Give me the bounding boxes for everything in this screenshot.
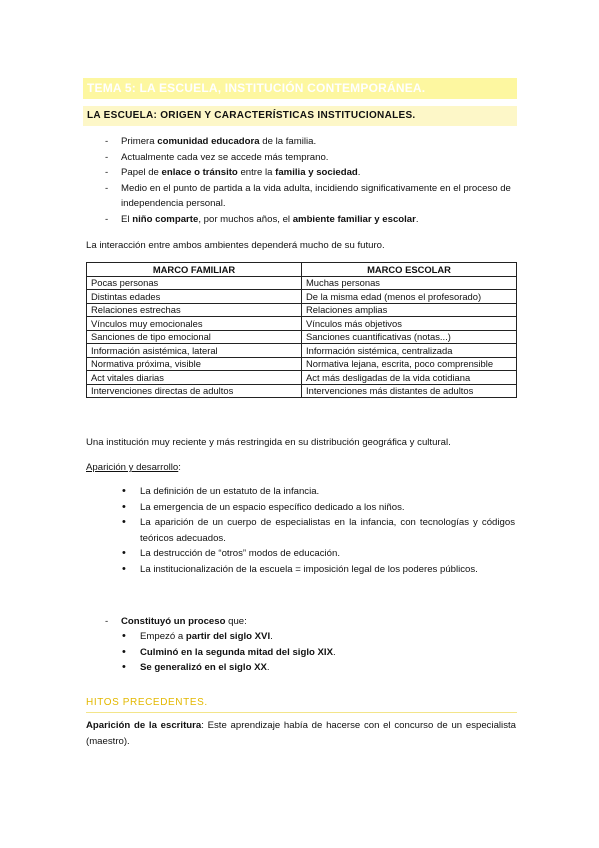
list-item: [105, 181, 515, 212]
list-item: • La destrucción de “otros” modos de educación.: [122, 546, 515, 562]
text-run: .: [270, 631, 273, 642]
proceso-list: [122, 629, 336, 676]
cell-escolar: Relaciones amplias: [302, 303, 517, 317]
bold-run: Culminó en la segunda mitad del siglo XIX: [140, 646, 333, 658]
list-item: • La institucionalización de la escuela = imposición legal de los poderes públicos.: [122, 562, 515, 578]
list-item: • La aparición de un cuerpo de especialistas en la infancia, con tecnologías y códigos teóricos adecuados.: [122, 515, 515, 546]
text-run: Empezó a: [140, 631, 186, 642]
list-item: [122, 629, 336, 645]
bold-run: enlace o tránsito: [161, 167, 238, 179]
cell-familiar: Sanciones de tipo emocional: [87, 330, 302, 344]
list-item: [122, 645, 336, 661]
list-item: [105, 134, 515, 150]
proceso-lead: Constituyó un proceso: [121, 616, 226, 627]
table-row: [87, 344, 517, 358]
text-run: , por muchos años, el: [198, 213, 293, 225]
cell-familiar: Normativa próxima, visible: [87, 357, 302, 371]
text-run: .: [415, 213, 419, 225]
list-item: [122, 660, 336, 676]
cell-familiar: Intervenciones directas de adultos: [87, 384, 302, 398]
text-run: Primera: [121, 136, 158, 147]
proceso-lead-tail: que:: [225, 616, 247, 627]
table-row: [87, 357, 517, 371]
table-body: [87, 276, 517, 398]
text-run: .: [332, 646, 336, 658]
cell-familiar: Distintas edades: [87, 290, 302, 304]
bold-run: familia y sociedad: [275, 167, 358, 179]
text-run: .: [266, 662, 270, 674]
bold-run: comunidad educadora: [157, 136, 260, 147]
table-row: [87, 303, 517, 317]
bold-run: Se generalizó en el siglo XX: [140, 662, 267, 674]
text-run: entre la: [237, 167, 276, 179]
cell-familiar: Información asistémica, lateral: [87, 344, 302, 358]
text-run: Actualmente cada vez se accede más temprano.: [121, 151, 329, 163]
escritura-lead: Aparición de la escritura: [86, 720, 202, 731]
bold-run: ambiente familiar y escolar: [292, 213, 416, 225]
hitos-divider: [86, 712, 517, 713]
cell-escolar: Act más desligadas de la vida cotidiana: [302, 371, 517, 385]
list-item: [105, 150, 515, 166]
hitos-heading: HITOS PRECEDENTES.: [86, 697, 208, 708]
table-header-row: [87, 263, 517, 277]
cell-familiar: Pocas personas: [87, 276, 302, 290]
text-run: Medio en el punto de partida a la vida adulta, incidiendo significativamente en el proceso de independencia personal.: [121, 182, 511, 210]
cell-escolar: Intervenciones más distantes de adultos: [302, 384, 517, 398]
table-row: [87, 384, 517, 398]
topic-banner: [83, 78, 517, 99]
table-row: [87, 276, 517, 290]
bold-run: partir del siglo XVI: [185, 631, 271, 642]
cell-familiar: Vínculos muy emocionales: [87, 317, 302, 331]
characteristics-list: [105, 134, 515, 228]
list-item: • La emergencia de un espacio específico dedicado a los niños.: [122, 500, 515, 516]
table-row: [87, 290, 517, 304]
escritura-paragraph: [86, 718, 516, 749]
table-row: [87, 371, 517, 385]
aparicion-heading: [86, 460, 518, 475]
cell-escolar: Vínculos más objetivos: [302, 317, 517, 331]
cell-escolar: De la misma edad (menos el profesorado): [302, 290, 517, 304]
aparicion-colon: :: [178, 462, 181, 473]
table-row: [87, 330, 517, 344]
aparicion-list: [122, 484, 515, 578]
cell-escolar: Sanciones cuantificativas (notas...): [302, 330, 517, 344]
comparison-table: [86, 262, 517, 398]
table-row: [87, 317, 517, 331]
cell-escolar: Información sistémica, centralizada: [302, 344, 517, 358]
list-item: • La definición de un estatuto de la infancia.: [122, 484, 515, 500]
cell-escolar: Normativa lejana, escrita, poco comprensible: [302, 357, 517, 371]
section-heading-bar: [83, 106, 517, 126]
text-run: de la familia.: [259, 136, 317, 147]
cell-familiar: Relaciones estrechas: [87, 303, 302, 317]
column-header-escolar: MARCO ESCOLAR: [302, 263, 517, 277]
institution-paragraph: Una institución muy reciente y más restringida en su distribución geográfica y cultural.: [86, 437, 451, 448]
escritura-text: : Este aprendizaje había de hacerse con el concurso de un especialista (maestro).: [86, 720, 516, 747]
text-run: .: [357, 167, 361, 179]
cell-familiar: Act vitales diarias: [87, 371, 302, 385]
text-run: El: [121, 213, 133, 225]
text-run: Papel de: [121, 167, 162, 179]
aparicion-label: Aparición y desarrollo: [86, 462, 179, 473]
column-header-familiar: MARCO FAMILIAR: [87, 263, 302, 277]
cell-escolar: Muchas personas: [302, 276, 517, 290]
dash-marker: -: [105, 616, 109, 627]
list-item: [105, 212, 515, 228]
proceso-heading: [105, 614, 247, 629]
topic-title: TEMA 5: LA ESCUELA, INSTITUCIÓN CONTEMPORÁNEA.: [87, 81, 426, 95]
interaction-paragraph: La interacción entre ambos ambientes dependerá mucho de su futuro.: [86, 240, 385, 251]
list-item: [105, 165, 515, 181]
section-title: LA ESCUELA: ORIGEN Y CARACTERÍSTICAS INSTITUCIONALES.: [87, 110, 416, 121]
bold-run: niño comparte: [132, 213, 199, 225]
